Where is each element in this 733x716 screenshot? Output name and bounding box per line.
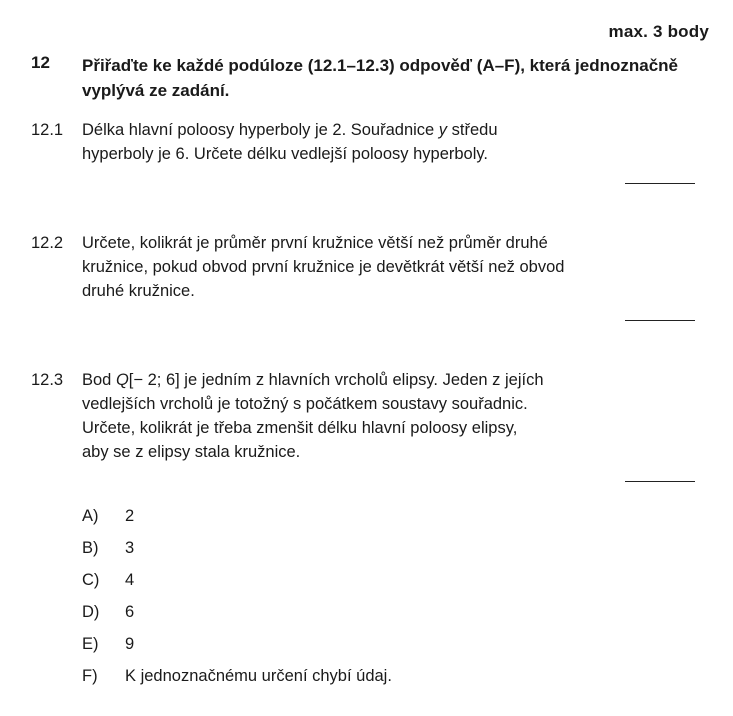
- subtask-line: aby se z elipsy stala kružnice.: [82, 443, 301, 461]
- subtask-line: Určete, kolikrát je třeba zmenšit délku hlavní poloosy elipsy,: [82, 419, 518, 437]
- option-label: F): [82, 667, 98, 685]
- text-segment: středu: [447, 121, 498, 139]
- option-label: D): [82, 603, 100, 621]
- option-text: 2: [125, 507, 135, 525]
- answer-blank[interactable]: [625, 481, 695, 482]
- task-instruction: [82, 53, 702, 103]
- subtask-text: [82, 231, 602, 303]
- subtask-line: vedlejších vrcholů je totožný s počátkem soustavy souřadnic.: [82, 395, 528, 413]
- text-segment: [− 2; 6] je jedním z hlavních vrcholů elipsy. Jeden z jejích: [128, 371, 544, 389]
- subtask-line: Určete, kolikrát je průměr první kružnice větší než průměr druhé: [82, 234, 548, 252]
- subtask-number: 12.1: [31, 121, 64, 139]
- subtask-line: [82, 118, 602, 142]
- subtask-number: 12.2: [31, 234, 64, 252]
- option-label: A): [82, 507, 99, 525]
- subtask-text: [82, 118, 602, 166]
- task-number: 12: [31, 53, 50, 72]
- option-text: 9: [125, 635, 135, 653]
- subtask-number: 12.3: [31, 371, 64, 389]
- task-instruction-line: Přiřaďte ke každé podúloze (12.1–12.3) odpověď (A–F), která jednoznačně: [82, 56, 679, 75]
- subtask-line: [82, 368, 602, 392]
- answer-blank[interactable]: [625, 320, 695, 321]
- answer-blank[interactable]: [625, 183, 695, 184]
- text-segment: Délka hlavní poloosy hyperboly je 2. Souřadnice: [82, 121, 439, 139]
- option-label: C): [82, 571, 100, 589]
- task-instruction-line: vyplývá ze zadání.: [82, 81, 230, 100]
- subtask-line: kružnice, pokud obvod první kružnice je devětkrát větší než obvod: [82, 258, 565, 276]
- option-label: B): [82, 539, 99, 557]
- option-text: K jednoznačnému určení chybí údaj.: [125, 667, 392, 685]
- subtask-line: druhé kružnice.: [82, 282, 195, 300]
- option-text: 3: [125, 539, 135, 557]
- math-variable: Q: [115, 371, 129, 389]
- max-points: max. 3 body: [608, 22, 709, 41]
- option-label: E): [82, 635, 99, 653]
- option-text: 4: [125, 571, 135, 589]
- subtask-text: [82, 368, 602, 464]
- math-variable: y: [438, 121, 448, 139]
- subtask-line: hyperboly je 6. Určete délku vedlejší poloosy hyperboly.: [82, 145, 488, 163]
- text-segment: Bod: [82, 371, 116, 389]
- option-text: 6: [125, 603, 135, 621]
